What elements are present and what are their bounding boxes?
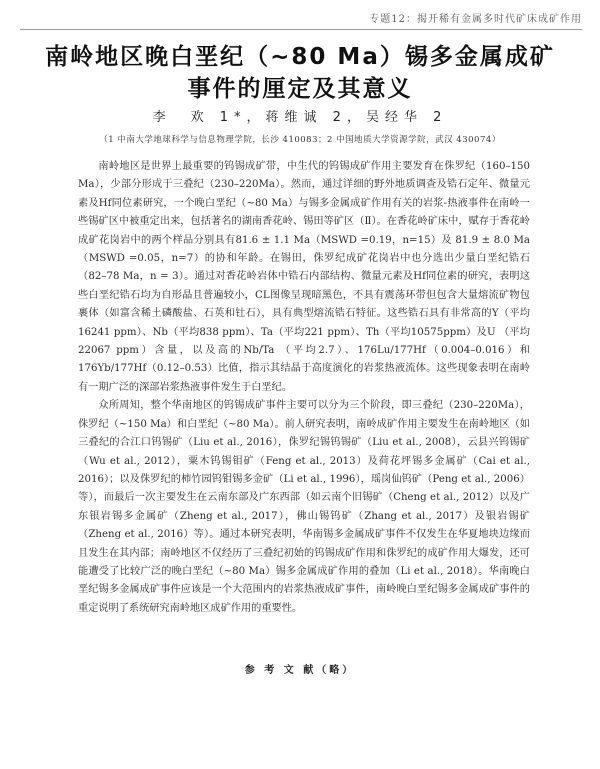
references-heading: 参 考 文 献（略） <box>244 665 356 676</box>
running-title: 专题12：揭开稀有金属多时代矿床成矿作用 <box>369 14 582 25</box>
paragraph-2: 众所周知，整个华南地区的钨锡成矿事件主要可以分为三个阶段，即三叠纪（230–220Ma），侏罗纪（~150 Ma）和白垩纪（~80 Ma）。前人研究表明，南岭成矿作用主要发生在南岭地区（如三叠纪的合江口钨锡矿（Liu et al., 2016），侏罗纪锡钨锡矿（Liu et al., 2008），云县兴钨锡矿（Wu et al., 2012），粟木钨锡钼矿（Feng et al., 2013）及荷花坪锡多金属矿（Cai et al., 2016）；以及侏罗纪的柿竹园钨钼锡多金矿（Li et al., 1996），瑶岗仙钨矿（Peng et al., 2006）等），而最后一次主要发生在云南东部及广东西部（如云南个旧锡矿（Cheng et al., 2012）以及广东银岩锡多金属矿（Zheng et al., 2017），佛山锡钨矿（Zhang et al., 2017）及银岩锡矿（Zheng et al., 2016）等）。通过本研究表明，华南锡多金属成矿事件不仅发生在华夏地块边缘而且发生在其内部；南岭地区不仅经历了三叠纪初始的钨锡成矿作用和侏罗纪的成矿作用大爆发，还可能遭受了比较广泛的晚白垩纪（~80 Ma）锡多金属成矿作用的叠加（Li et al., 2018）。华南晚白垩纪锡多金属成矿事件应该是一个大范围内的岩浆热液成矿事件，南岭晚白垩纪锡多金属成矿事件的重定说明了系统研究南岭地区成矿作用的重要性。 <box>78 400 530 614</box>
running-header <box>0 0 600 30</box>
paragraph-1: 南岭地区是世界上最重要的钨锡成矿带，中生代的钨锡成矿作用主要发育在侏罗纪（160–150 Ma），少部分形成于三叠纪（230–220Ma）。然而，通过详细的野外地质调查及锆石定年、微量元素及Hf同位素研究，一个晚白垩纪（~80 Ma）与锡多金属成矿作用有关的岩浆-热液事件在南岭一些锡矿区中被重定出来，包括著名的湖南香花岭、锡田等矿区（Ⅱ）。在香花岭矿床中，赋存于香花岭成矿花岗岩中的两个样品分别具有81.6 ± 1.1 Ma（MSWD =0.19，n=15）及 81.9 ± 8.0 Ma（MSWD =0.05，n=7）的协和年龄。在锡田，侏罗纪成矿花岗岩中也分选出少量白垩纪锆石（82–78 Ma，n = 3）。通过对香花岭岩体中锆石内部结构、微量元素及Hf同位素的研究，表明这些白垩纪锆石均为自形晶且普遍较小，CL图像呈现暗黑色，不具有震荡环带但包含大量熔流矿物包裹体（如富含稀土磷酸盐、石英和钍石），具有典型熔流锆石特征。这些锆石具有非常高的Y（平均16241 ppm）、Nb（平均838 ppm）、Ta（平均221 ppm）、Th（平均10575ppm）及U （平均22067 ppm）含量，以及高的Nb/Ta （平均2.7）、176Lu/177Hf（0.004–0.016）和176Yb/177Hf（0.12–0.53）比值，指示其结晶于高度演化的岩浆热液流体。这些现象表明在南岭有一期广泛的深部岩浆热液事件发生于白垩纪。 <box>78 161 530 393</box>
header-rule <box>20 29 582 30</box>
paper-title-line-1: 南岭地区晚白垩纪（~80 Ma）锡多金属成矿 <box>45 44 555 70</box>
abstract-body <box>78 158 530 618</box>
authors: 李 欢 1*，蒋维诚 2，吴经华 2 <box>152 110 448 125</box>
paper-title-line-2: 事件的厘定及其意义 <box>187 76 413 102</box>
affiliation: （1 中南大学地球科学与信息物理学院，长沙 410083；2 中国地质大学资源学院，武汉 430074） <box>99 135 501 145</box>
